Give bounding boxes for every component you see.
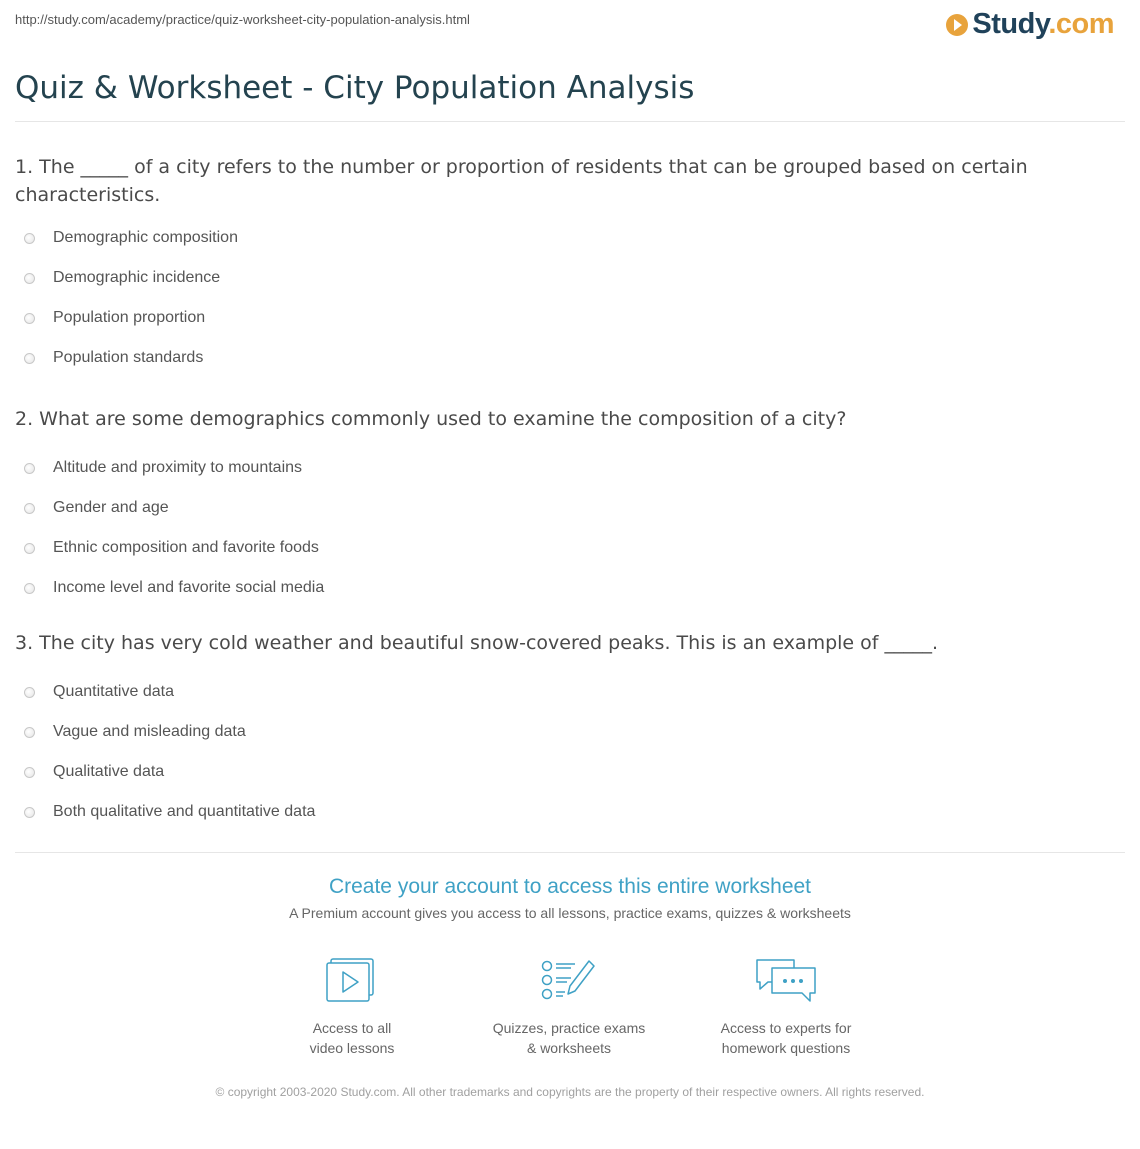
answer-list	[15, 448, 1110, 608]
study-logo[interactable]	[946, 8, 1114, 41]
radio-icon[interactable]	[24, 503, 35, 514]
answer-label: Qualitative data	[53, 763, 165, 780]
cta-title[interactable]: Create your account to access this entire worksheet	[328, 875, 812, 898]
answer-option[interactable]	[15, 792, 1110, 832]
answer-label: Quantitative data	[53, 683, 174, 700]
answer-option[interactable]	[15, 298, 1110, 338]
answer-option[interactable]	[15, 258, 1110, 298]
question-text: 1. The _____ of a city refers to the number or proportion of residents that can be grouped based on certain characteristics.	[15, 156, 1028, 206]
logo-suffix: .com	[1048, 8, 1114, 40]
answer-list	[15, 672, 1110, 832]
feature-line-1: Access to experts for	[720, 1020, 852, 1036]
answer-label: Income level and favorite social media	[53, 579, 325, 596]
feature-line-2: & worksheets	[526, 1040, 612, 1056]
answer-list	[15, 218, 1110, 378]
feature-label	[262, 1018, 442, 1058]
answer-label: Demographic incidence	[53, 269, 221, 286]
feature-line-2: homework questions	[721, 1040, 851, 1056]
answer-label: Both qualitative and quantitative data	[53, 803, 316, 820]
feature-label	[696, 1018, 876, 1058]
answer-option[interactable]	[15, 338, 1110, 378]
feature-experts	[696, 958, 876, 1058]
radio-icon[interactable]	[24, 583, 35, 594]
radio-icon[interactable]	[24, 687, 35, 698]
answer-option[interactable]	[15, 528, 1110, 568]
answer-option[interactable]	[15, 568, 1110, 608]
radio-icon[interactable]	[24, 727, 35, 738]
feature-label	[479, 1018, 659, 1058]
feature-line-2: video lessons	[309, 1040, 395, 1056]
answer-option[interactable]	[15, 448, 1110, 488]
copyright-notice: © copyright 2003-2020 Study.com. All other trademarks and copyrights are the property of their respective owners. All rights reserved.	[215, 1085, 925, 1099]
page-url[interactable]: http://study.com/academy/practice/quiz-worksheet-city-population-analysis.html	[15, 12, 470, 27]
answer-label: Gender and age	[53, 499, 169, 516]
answer-label: Population standards	[53, 349, 204, 366]
answer-label: Altitude and proximity to mountains	[53, 459, 303, 476]
page-title: Quiz & Worksheet - City Population Analysis	[15, 70, 695, 106]
answer-option[interactable]	[15, 218, 1110, 258]
top-bar	[0, 0, 1140, 50]
radio-icon[interactable]	[24, 273, 35, 284]
radio-icon[interactable]	[24, 353, 35, 364]
radio-icon[interactable]	[24, 767, 35, 778]
chat-experts-icon	[754, 958, 818, 1004]
answer-option[interactable]	[15, 488, 1110, 528]
radio-icon[interactable]	[24, 463, 35, 474]
cta-section	[0, 875, 1140, 921]
answer-label: Vague and misleading data	[53, 723, 246, 740]
question-text: 2. What are some demographics commonly used to examine the composition of a city?	[15, 408, 847, 430]
answer-label: Demographic composition	[53, 229, 238, 246]
feature-line-1: Access to all	[312, 1020, 392, 1036]
logo-wordmark	[972, 8, 1114, 41]
answer-label: Population proportion	[53, 309, 206, 326]
play-logo-icon	[946, 14, 968, 36]
radio-icon[interactable]	[24, 313, 35, 324]
question-1	[15, 153, 1110, 378]
answer-label: Ethnic composition and favorite foods	[53, 539, 319, 556]
feature-line-1: Quizzes, practice exams	[492, 1020, 646, 1036]
radio-icon[interactable]	[24, 543, 35, 554]
title-divider	[15, 121, 1125, 122]
answer-option[interactable]	[15, 672, 1110, 712]
question-2	[15, 405, 1110, 608]
feature-video-lessons	[262, 958, 442, 1058]
video-lessons-icon	[325, 958, 379, 1004]
cta-divider	[15, 852, 1125, 853]
radio-icon[interactable]	[24, 807, 35, 818]
question-text: 3. The city has very cold weather and beautiful snow-covered peaks. This is an example of _____.	[15, 632, 939, 654]
answer-option[interactable]	[15, 752, 1110, 792]
question-3	[15, 629, 1110, 832]
quiz-checklist-icon	[541, 958, 597, 1004]
feature-quizzes	[479, 958, 659, 1058]
answer-option[interactable]	[15, 712, 1110, 752]
logo-name: Study	[972, 8, 1049, 40]
radio-icon[interactable]	[24, 233, 35, 244]
cta-subtitle: A Premium account gives you access to all lessons, practice exams, quizzes & worksheets	[289, 905, 851, 921]
